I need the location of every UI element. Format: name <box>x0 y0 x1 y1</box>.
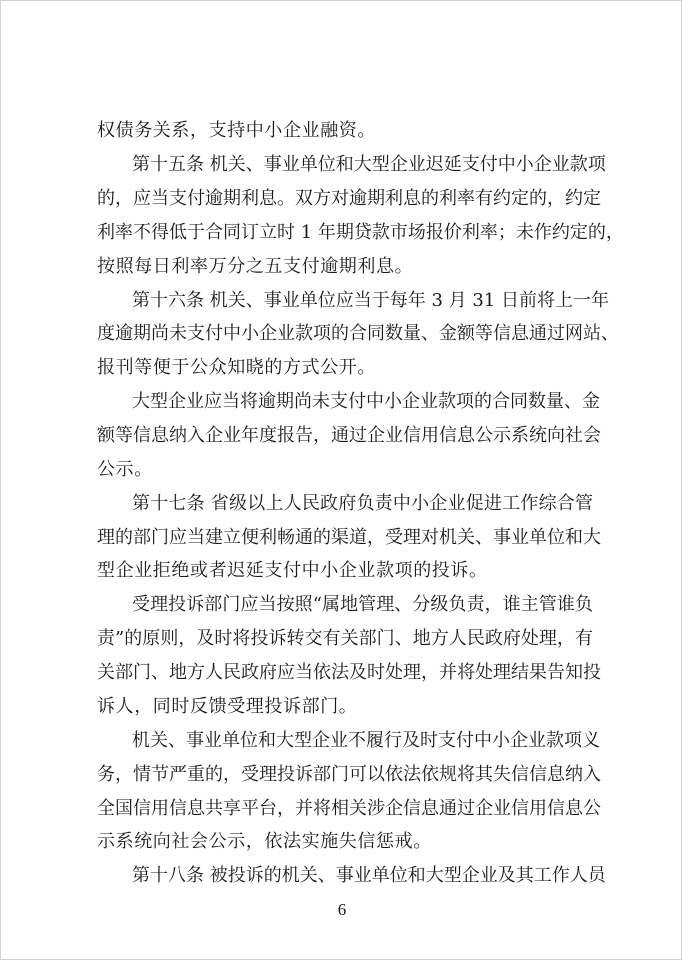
text-line-article-17-heading: 第十七条 省级以上人民政府负责中小企业促进工作综合管 <box>132 493 593 514</box>
text-line: 利率不得低于合同订立时 1 年期贷款市场报价利率；未作约定的， <box>97 222 624 243</box>
text-line: 诉人，同时反馈受理投诉部门。 <box>97 696 358 717</box>
text-line: 关部门、地方人民政府应当依法及时处理，并将处理结果告知投 <box>97 662 601 683</box>
text-line: 按照每日利率万分之五支付逾期利息。 <box>97 256 414 277</box>
text-line: 机关、事业单位和大型企业不履行及时支付中小企业款项义 <box>132 730 600 751</box>
text-line-article-16-heading: 第十六条 机关、事业单位应当于每年 3 月 31 日前将上一年 <box>132 290 609 311</box>
text-line: 受理投诉部门应当按照“属地管理、分级负责，谁主管谁负 <box>132 594 593 615</box>
text-line: 权债务关系，支持中小企业融资。 <box>97 120 376 141</box>
text-line-article-18-heading: 第十八条 被投诉的机关、事业单位和大型企业及其工作人员 <box>132 865 606 886</box>
page-number: 6 <box>337 900 347 919</box>
text-line: 责”的原则，及时将投诉转交有关部门、地方人民政府处理，有 <box>97 628 593 649</box>
text-line: 报刊等便于公众知晓的方式公开。 <box>97 357 376 378</box>
text-line: 型企业拒绝或者迟延支付中小企业款项的投诉。 <box>97 560 488 581</box>
text-line: 示系统向社会公示，依法实施失信惩戒。 <box>97 831 432 852</box>
text-line-article-15-heading: 第十五条 机关、事业单位和大型企业迟延支付中小企业款项 <box>132 154 606 175</box>
text-line: 的，应当支付逾期利息。双方对逾期利息的利率有约定的，约定 <box>97 188 601 209</box>
text-line: 全国信用信息共享平台，并将相关涉企信息通过企业信用信息公 <box>97 798 601 819</box>
text-line: 额等信息纳入企业年度报告，通过企业信用信息公示系统向社会 <box>97 425 601 446</box>
text-line: 务，情节严重的，受理投诉部门可以依法依规将其失信信息纳入 <box>97 764 601 785</box>
text-line: 公示。 <box>97 459 153 480</box>
text-line: 度逾期尚未支付中小企业款项的合同数量、金额等信息通过网站、 <box>97 323 619 344</box>
text-line: 理的部门应当建立便利畅通的渠道，受理对机关、事业单位和大 <box>97 527 601 548</box>
text-line: 大型企业应当将逾期尚未支付中小企业款项的合同数量、金 <box>132 391 600 412</box>
